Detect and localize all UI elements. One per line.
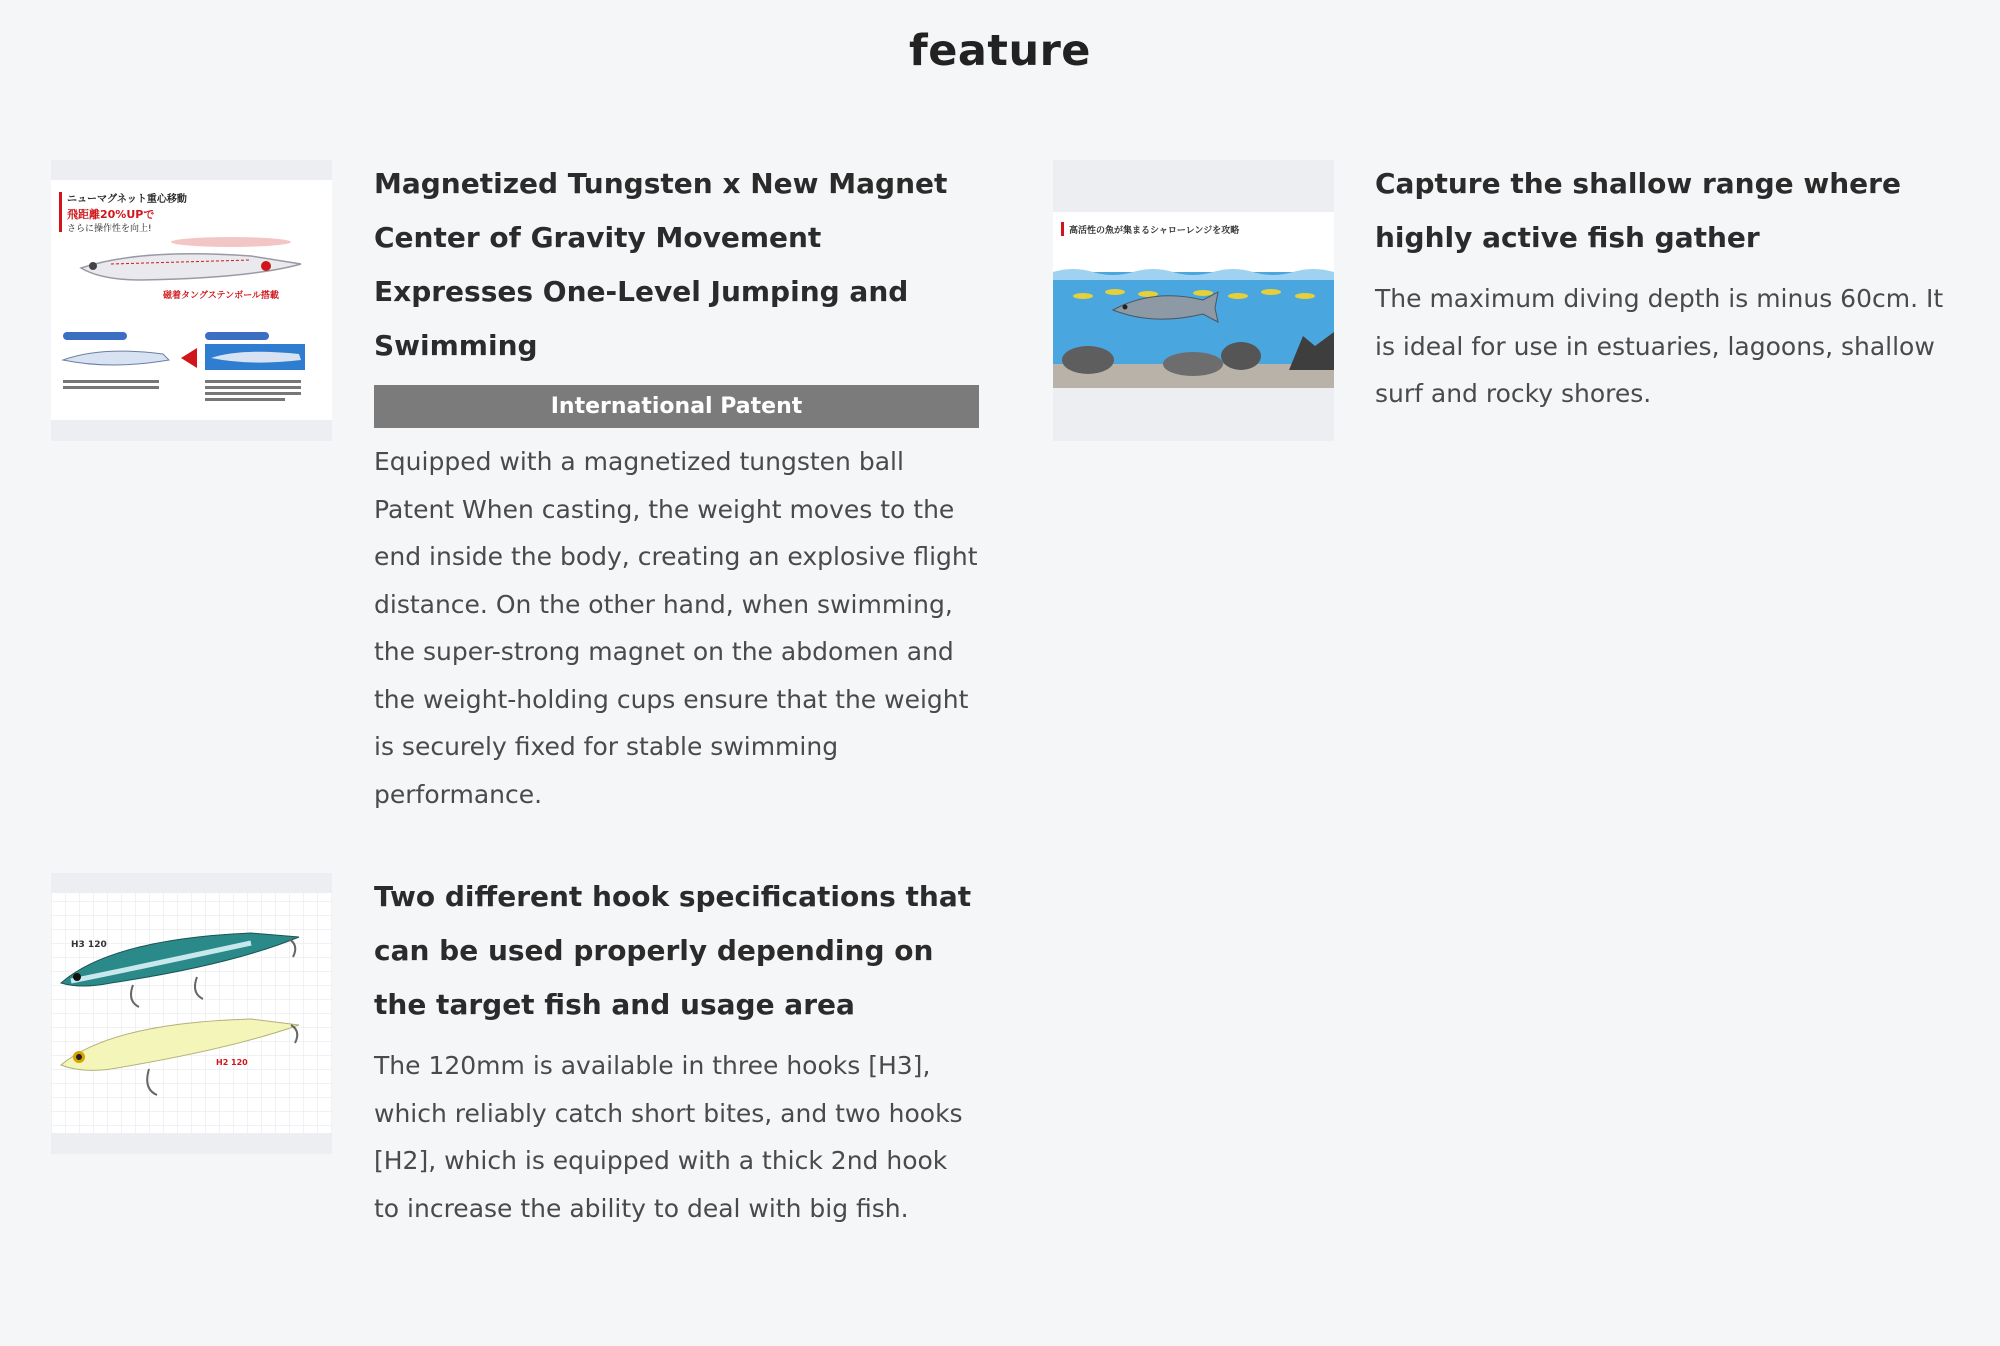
page-title: feature <box>909 26 1091 76</box>
image-text-ja-3: 磁着タングステンボール搭載 <box>163 291 279 301</box>
feature-heading: Capture the shallow range where highly active fish gather <box>1375 167 1901 254</box>
feature-description: Equipped with a magnetized tungsten ball Patent When casting, the weight moves to the end inside the body, creating an explosive flight distance. On the other hand, when swimming, the super-strong magnet on the abdomen and the weight-holding cups ensure that the weight is securely fixed for stable swimming performance. <box>374 447 978 809</box>
patent-badge: International Patent <box>374 385 979 428</box>
image-caption-ja: 高活性の魚が集まるシャローレンジを攻略 <box>1069 226 1240 236</box>
feature-heading: Two different hook specifications that can be used properly depending on the target fish and usage area <box>374 880 972 1021</box>
image-label-top: H3 120 <box>71 940 107 950</box>
feature-heading: Magnetized Tungsten x New Magnet Center of Gravity Movement Expresses One-Level Jumping and Swimming <box>374 167 948 362</box>
image-text-up: 飛距離20%UPで <box>67 208 155 221</box>
feature-description: The 120mm is available in three hooks [H3], which reliably catch short bites, and two hooks [H2], which is equipped with a thick 2nd hook to increase the ability to deal with big fish. <box>374 1051 963 1223</box>
image-text-ja-1: ニューマグネット重心移動 <box>67 194 187 205</box>
image-text-ja-2: さらに操作性を向上! <box>67 224 152 234</box>
lure-magnet-diagram-image <box>51 160 332 441</box>
image-label-bottom: H2 120 <box>216 1058 248 1067</box>
shallow-range-fish-image <box>1053 160 1334 441</box>
feature-description: The maximum diving depth is minus 60cm. It is ideal for use in estuaries, lagoons, shallow surf and rocky shores. <box>1375 284 1944 408</box>
hook-specification-lures-image <box>51 873 332 1154</box>
